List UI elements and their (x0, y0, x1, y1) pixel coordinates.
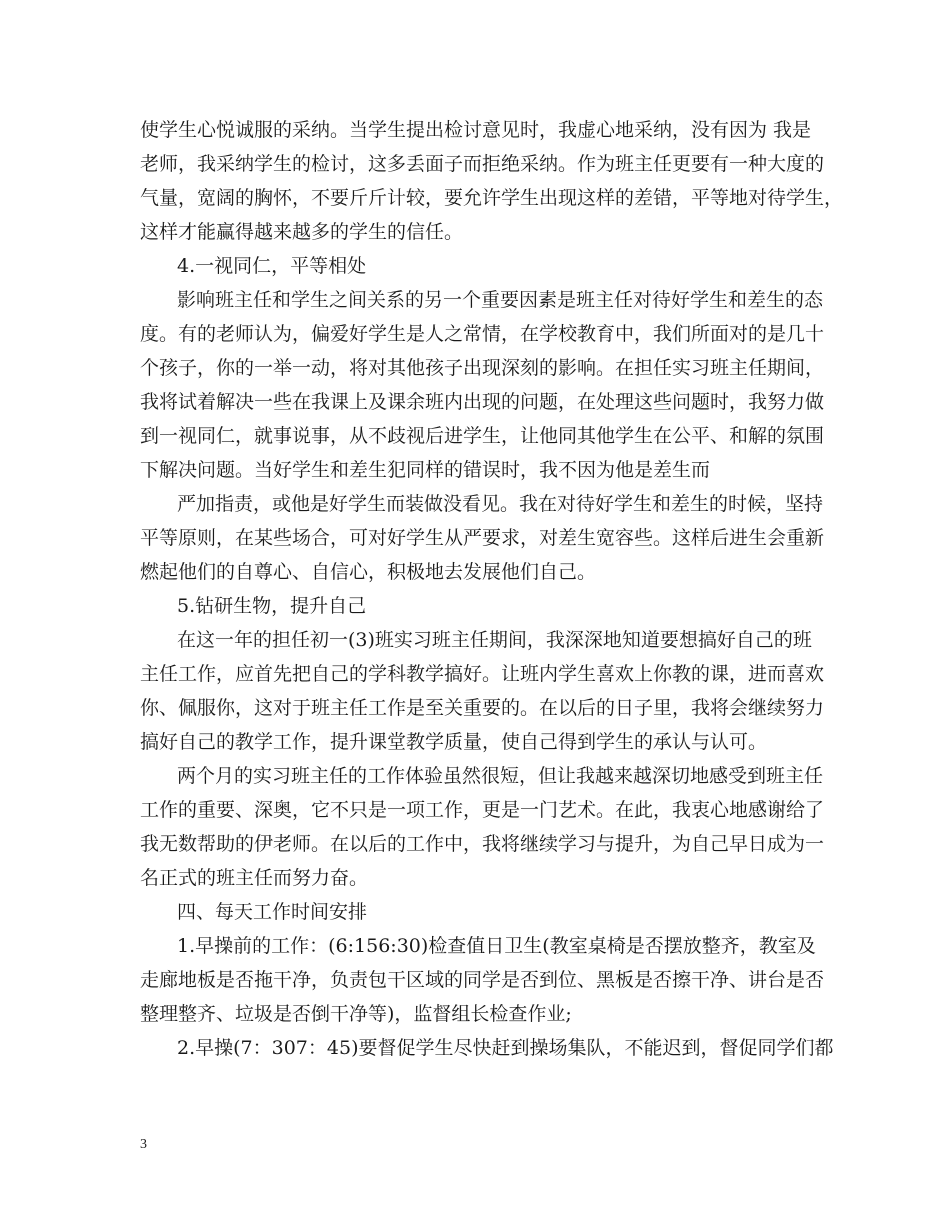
body-text-line: 工作的重要、深奥，它不只是一项工作，更是一门艺术。在此，我衷心地感谢给了 (140, 799, 825, 821)
body-text-line: 这样才能赢得越来越多的学生的信任。 (140, 221, 464, 243)
body-text-line: 1.早操前的工作：(6:156:30)检查值日卫生(教室桌椅是否摆放整齐，教室及 (177, 935, 816, 957)
body-text-line: 平等原则，在某些场合，可对好学生从严要求，对差生宽容些。这样后进生会重新 (140, 527, 825, 549)
body-text-line: 我无数帮助的伊老师。在以后的工作中，我将继续学习与提升，为自己早日成为一 (140, 833, 825, 855)
body-text-line: 燃起他们的自尊心、自信心，积极地去发展他们自己。 (140, 561, 597, 583)
body-text-line: 走廊地板是否拖干净，负责包干区域的同学是否到位、黑板是否擦干净、讲台是否 (140, 969, 825, 991)
page-number: 3 (140, 1137, 147, 1152)
body-text-line: 你、佩服你，这对于班主任工作是至关重要的。在以后的日子里，我将会继续努力 (140, 697, 825, 719)
body-text-line: 名正式的班主任而努力奋。 (140, 867, 369, 889)
body-text-line: 度。有的老师认为，偏爱好学生是人之常情，在学校教育中，我们所面对的是几十 (140, 323, 825, 345)
body-text-line: 个孩子，你的一举一动，将对其他孩子出现深刻的影响。在担任实习班主任期间， (140, 357, 825, 379)
body-text-line: 搞好自己的教学工作，提升课堂教学质量，使自己得到学生的承认与认可。 (140, 731, 768, 753)
body-text-line: 气量，宽阔的胸怀，不要斤斤计较，要允许学生出现这样的差错，平等地对待学生， (140, 187, 844, 209)
body-text-line: 两个月的实习班主任的工作体验虽然很短，但让我越来越深切地感受到班主任 (177, 765, 824, 787)
body-text-line: 我将试着解决一些在我课上及课余班内出现的问题，在处理这些问题时，我努力做 (140, 391, 825, 413)
section-heading: 四、每天工作时间安排 (177, 901, 368, 923)
body-text-line: 下解决问题。当好学生和差生犯同样的错误时，我不因为他是差生而 (140, 459, 711, 481)
body-text-line: 整理整齐、垃圾是否倒干净等)，监督组长检查作业; (140, 1003, 572, 1025)
body-text-line: 老师，我采纳学生的检讨，这多丢面子而拒绝采纳。作为班主任更要有一种大度的 (140, 153, 825, 175)
body-text-line: 到一视同仁，就事说事，从不歧视后进学生，让他同其他学生在公平、和解的氛围 (140, 425, 825, 447)
body-text-line: 使学生心悦诚服的采纳。当学生提出检讨意见时，我虚心地采纳，没有因为 我是 (140, 119, 812, 141)
section-heading: 4.一视同仁，平等相处 (177, 255, 367, 277)
body-text-line: 主任工作，应首先把自己的学科教学搞好。让班内学生喜欢上你教的课，进而喜欢 (140, 663, 825, 685)
body-text-line: 在这一年的担任初一(3)班实习班主任期间，我深深地知道要想搞好自己的班 (177, 629, 812, 651)
body-text-line: 严加指责，或他是好学生而装做没看见。我在对待好学生和差生的时候，坚持 (177, 493, 824, 515)
body-text-line: 影响班主任和学生之间关系的另一个重要因素是班主任对待好学生和差生的态 (177, 289, 824, 311)
body-text-line: 2.早操(7：307：45)要督促学生尽快赶到操场集队，不能迟到，督促同学们都 (177, 1037, 834, 1059)
section-heading: 5.钻研生物，提升自己 (177, 595, 367, 617)
